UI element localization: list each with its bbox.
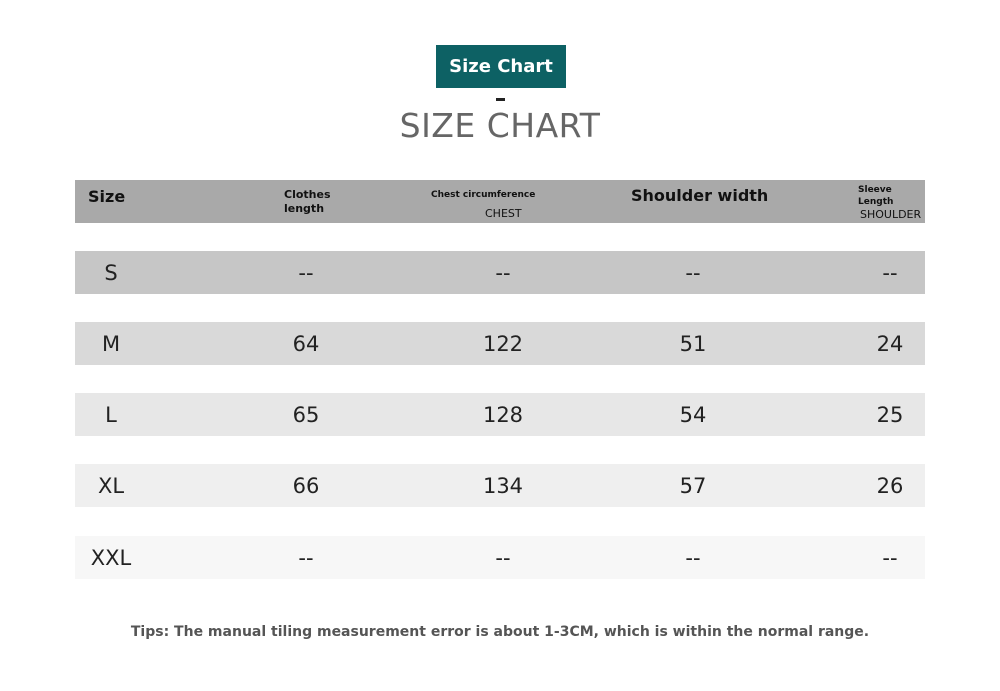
cell-sleeve: 25 bbox=[876, 402, 904, 427]
cell-shoulder: 57 bbox=[679, 473, 707, 498]
cell-clothes-length: 66 bbox=[292, 473, 320, 498]
size-chart-badge: Size Chart bbox=[436, 45, 566, 88]
cell-sleeve: 24 bbox=[876, 331, 904, 356]
cell-size: XL bbox=[97, 473, 125, 498]
cell-size: XXL bbox=[90, 545, 132, 570]
divider-dash bbox=[496, 98, 505, 101]
table-row bbox=[75, 536, 925, 579]
header-chest-circumference: Chest circumference bbox=[431, 190, 536, 200]
cell-sleeve: -- bbox=[882, 545, 898, 570]
measurement-tips: Tips: The manual tiling measurement error is about 1-3CM, which is within the normal range. bbox=[130, 624, 870, 640]
cell-chest: 134 bbox=[482, 473, 524, 498]
header-shoulder-width: Shoulder width bbox=[631, 186, 769, 205]
table-row bbox=[75, 464, 925, 507]
cell-chest: -- bbox=[495, 260, 511, 285]
cell-shoulder: 54 bbox=[679, 402, 707, 427]
cell-sleeve: -- bbox=[882, 260, 898, 285]
cell-clothes-length: -- bbox=[298, 260, 314, 285]
cell-clothes-length: 65 bbox=[292, 402, 320, 427]
cell-size: S bbox=[104, 260, 118, 285]
header-size: Size bbox=[88, 187, 126, 206]
table-row bbox=[75, 322, 925, 365]
cell-shoulder: -- bbox=[685, 545, 701, 570]
cell-chest: 128 bbox=[482, 402, 524, 427]
cell-chest: 122 bbox=[482, 331, 524, 356]
page-title: SIZE CHART bbox=[399, 106, 601, 145]
header-chest-sub: CHEST bbox=[485, 207, 522, 220]
cell-sleeve: 26 bbox=[876, 473, 904, 498]
cell-size: M bbox=[101, 331, 121, 356]
cell-clothes-length: -- bbox=[298, 545, 314, 570]
table-row bbox=[75, 251, 925, 294]
cell-chest: -- bbox=[495, 545, 511, 570]
table-header bbox=[75, 180, 925, 223]
header-sleeve-length: Sleeve Length bbox=[858, 185, 894, 207]
cell-size: L bbox=[105, 402, 117, 427]
header-sleeve-sub: SHOULDER bbox=[860, 208, 922, 221]
cell-shoulder: 51 bbox=[679, 331, 707, 356]
header-clothes-length: Clothes length bbox=[284, 188, 331, 215]
cell-shoulder: -- bbox=[685, 260, 701, 285]
table-row bbox=[75, 393, 925, 436]
cell-clothes-length: 64 bbox=[292, 331, 320, 356]
